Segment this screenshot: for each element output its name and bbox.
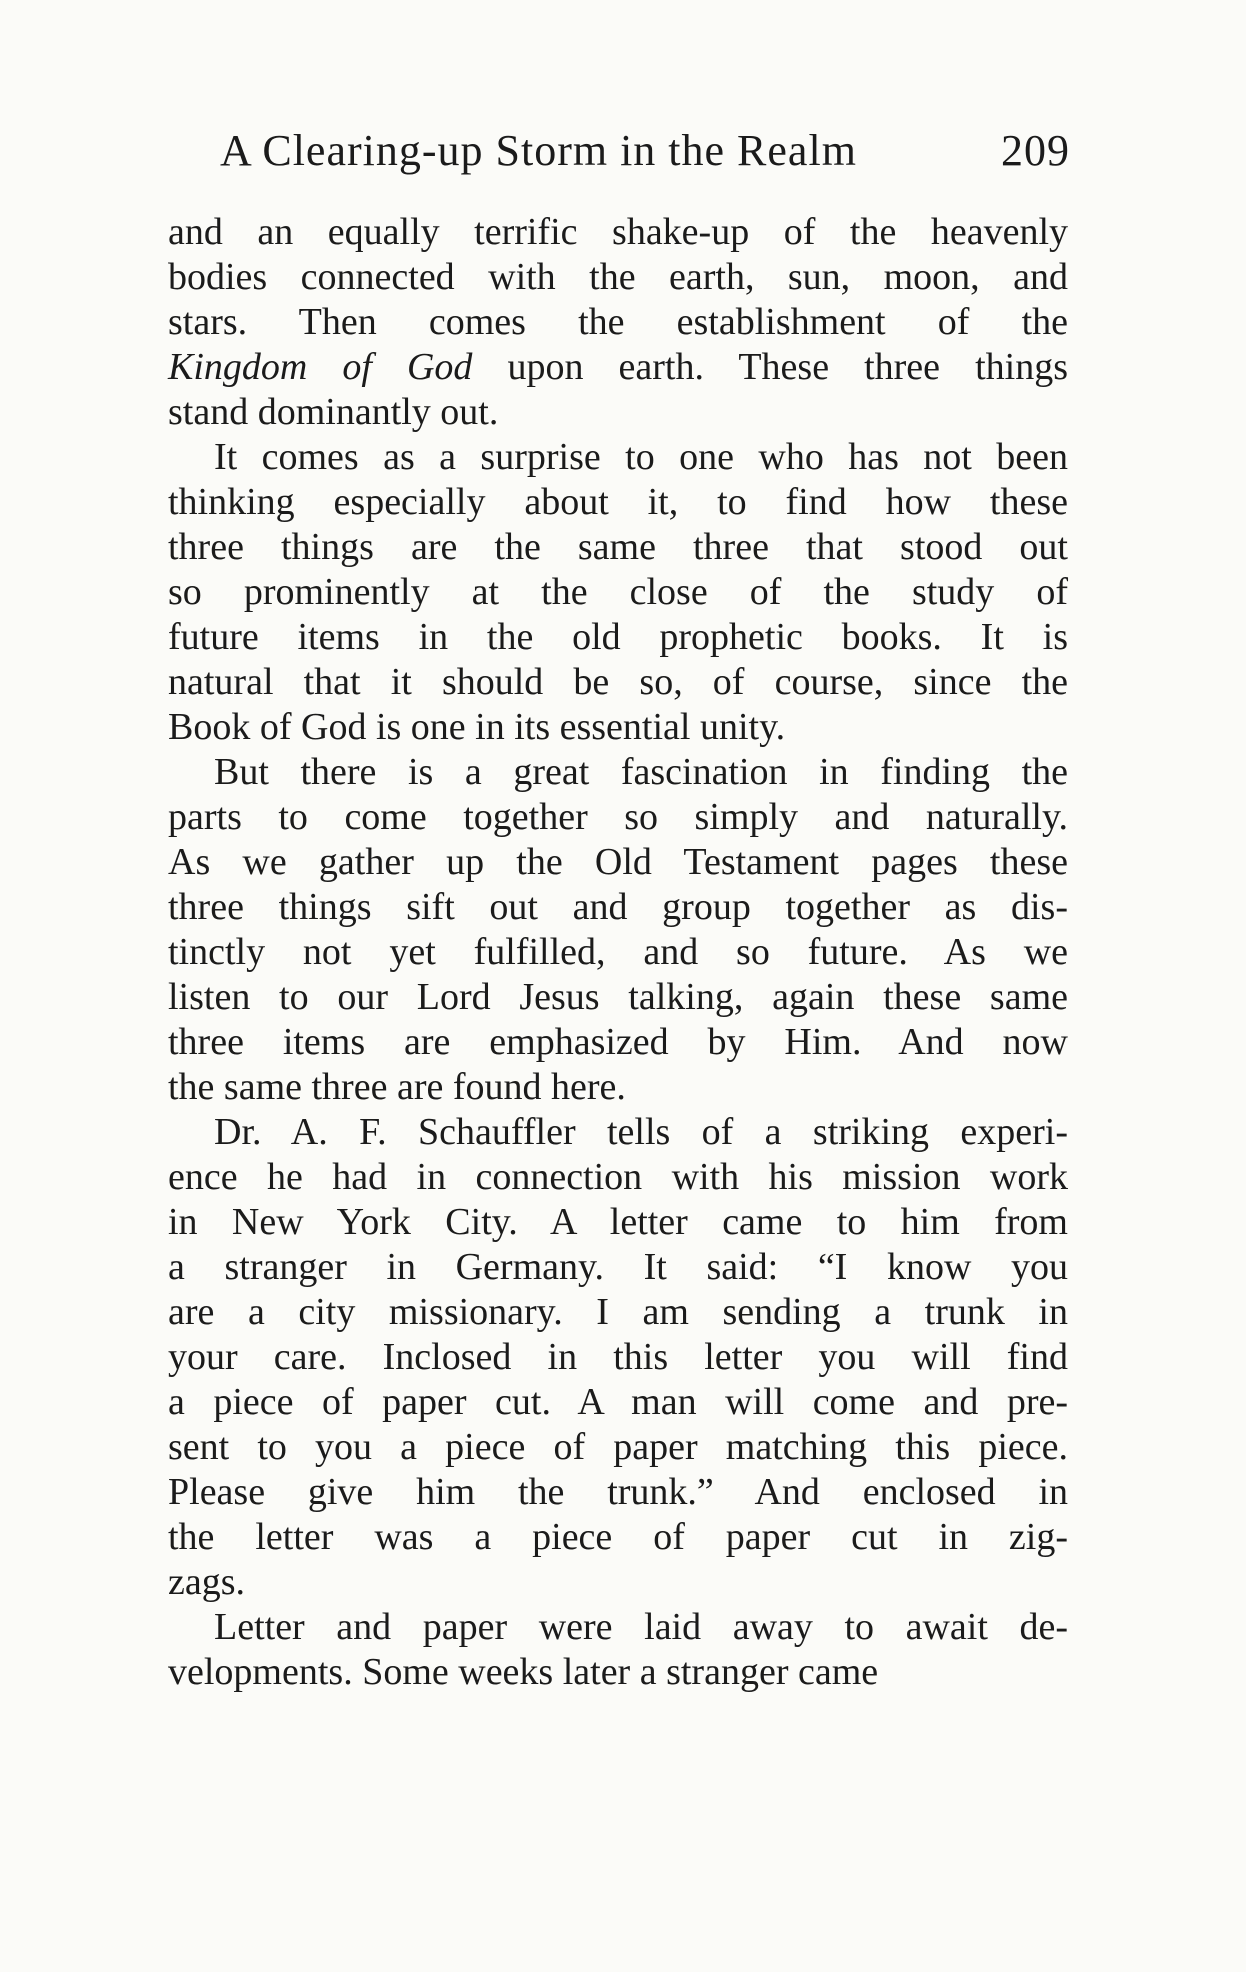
page-number: 209 (1001, 126, 1070, 175)
body-text (168, 210, 1068, 1695)
text-line: listen to our Lord Jesus talking, again these same (168, 976, 1068, 1018)
italic-phrase: Kingdom of God (168, 346, 473, 388)
text-line: the same three are found here. (168, 1066, 626, 1108)
text-line: are a city missionary. I am sending a trunk in (168, 1291, 1068, 1333)
text-line: bodies connected with the earth, sun, moon, and (168, 256, 1068, 298)
text-line: parts to come together so simply and naturally. (168, 796, 1068, 838)
paragraph (168, 210, 1068, 435)
text-line: stand dominantly out. (168, 391, 499, 433)
text-line: Dr. A. F. Schauffler tells of a striking experi- (214, 1111, 1068, 1153)
text-line: But there is a great fascination in finding the (214, 751, 1068, 793)
text-line: Book of God is one in its essential unity. (168, 706, 786, 748)
text-line: three items are emphasized by Him. And now (168, 1021, 1068, 1063)
paragraph (168, 1605, 1068, 1695)
running-title: A Clearing-up Storm in the Realm (220, 126, 857, 175)
text-line: As we gather up the Old Testament pages these (168, 841, 1068, 883)
text-line: three things sift out and group together as dis- (168, 886, 1068, 928)
text-line: so prominently at the close of the study of (168, 571, 1068, 613)
text-line: ence he had in connection with his mission work (168, 1156, 1068, 1198)
text-line: tinctly not yet fulfilled, and so future. As we (168, 931, 1068, 973)
text-line: a stranger in Germany. It said: “I know you (168, 1246, 1068, 1288)
paragraph (168, 750, 1068, 1110)
text-line: Letter and paper were laid away to await de- (214, 1606, 1068, 1648)
text-line: three things are the same three that stood out (168, 526, 1068, 568)
text-line: natural that it should be so, of course, since the (168, 661, 1068, 703)
text-line (168, 345, 1068, 390)
text-line: zags. (168, 1561, 246, 1603)
text-line: stars. Then comes the establishment of the (168, 301, 1068, 343)
paragraph (168, 435, 1068, 750)
text-line: your care. Inclosed in this letter you will find (168, 1336, 1068, 1378)
text-line: a piece of paper cut. A man will come and pre- (168, 1381, 1068, 1423)
text-line: It comes as a surprise to one who has not been (214, 436, 1068, 478)
paragraph (168, 1110, 1068, 1605)
text-line: future items in the old prophetic books. It is (168, 616, 1068, 658)
text-line: in New York City. A letter came to him from (168, 1201, 1068, 1243)
text-line: thinking especially about it, to find how these (168, 481, 1068, 523)
running-header (220, 125, 1070, 185)
text-line: the letter was a piece of paper cut in zig- (168, 1516, 1068, 1558)
text-fragment: upon earth. These three things (472, 346, 1068, 388)
text-line: Please give him the trunk.” And enclosed in (168, 1471, 1068, 1513)
text-line: and an equally terrific shake-up of the heavenly (168, 211, 1068, 253)
text-line: velopments. Some weeks later a stranger came (168, 1651, 879, 1693)
text-line: sent to you a piece of paper matching this piece. (168, 1426, 1068, 1468)
